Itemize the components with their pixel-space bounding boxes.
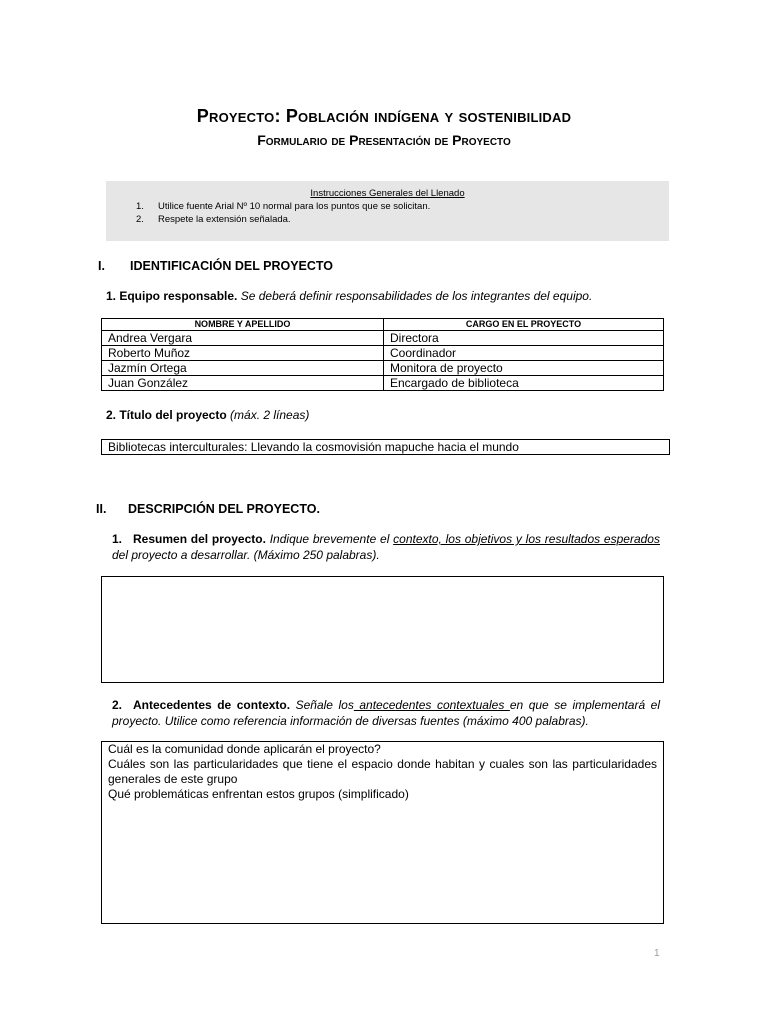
member-role[interactable]: Encargado de biblioteca xyxy=(384,376,664,391)
title-item xyxy=(106,408,309,422)
member-role[interactable]: Monitora de proyecto xyxy=(384,361,664,376)
instruction-item xyxy=(136,213,430,226)
team-item-label: 1. Equipo responsable. xyxy=(106,289,238,303)
table-row xyxy=(102,346,664,361)
member-name[interactable]: Andrea Vergara xyxy=(102,331,384,346)
table-row xyxy=(102,376,664,391)
context-text-b: en que se implementará el proyecto. Utilice como referencia información de diversas fuentes (máximo 400 palabras). xyxy=(112,698,661,728)
page-number: 1 xyxy=(654,948,660,959)
table-row xyxy=(102,331,664,346)
summary-item-label: Resumen del proyecto. xyxy=(133,532,266,546)
context-item-number: 2. xyxy=(112,698,123,712)
section-1-heading xyxy=(98,259,333,273)
instruction-number: 2. xyxy=(136,214,144,225)
member-role[interactable]: Coordinador xyxy=(384,346,664,361)
team-table xyxy=(101,318,664,391)
instruction-number: 1. xyxy=(136,201,144,212)
column-header-role: CARGO EN EL PROYECTO xyxy=(384,319,664,331)
member-name[interactable]: Roberto Muñoz xyxy=(102,346,384,361)
document-title: Proyecto: Población indígena y sostenibilidad xyxy=(196,106,572,126)
context-text-underlined: antecedentes contextuales xyxy=(353,698,510,712)
column-header-name: NOMBRE Y APELLIDO xyxy=(102,319,384,331)
table-header-row xyxy=(102,319,664,331)
section-1-title: IDENTIFICACIÓN DEL PROYECTO xyxy=(130,259,334,273)
context-field[interactable] xyxy=(101,741,664,924)
title-item-label: 2. Título del proyecto xyxy=(106,408,227,422)
table-row xyxy=(102,361,664,376)
section-2-number: II. xyxy=(96,502,107,516)
section-1-number: I. xyxy=(98,259,105,273)
instructions-box xyxy=(106,181,669,241)
document-subtitle: Formulario de Presentación de Proyecto xyxy=(257,132,511,148)
section-2-title: DESCRIPCIÓN DEL PROYECTO. xyxy=(128,502,320,516)
context-line: Cuáles son las particularidades que tiene el espacio donde habitan y cuales son las particularidades generales de este grupo xyxy=(108,757,657,786)
summary-item xyxy=(112,531,660,563)
team-item xyxy=(106,289,592,303)
summary-text-b: del proyecto a desarrollar. (Máximo 250 palabras). xyxy=(112,548,380,562)
summary-text-a: Indique brevemente el xyxy=(269,532,394,546)
context-text-a: Señale los xyxy=(295,698,354,712)
member-role[interactable]: Directora xyxy=(384,331,664,346)
member-name[interactable]: Jazmín Ortega xyxy=(102,361,384,376)
section-2-heading xyxy=(96,502,320,516)
title-item-note: (máx. 2 líneas) xyxy=(230,408,310,422)
instruction-text: Utilice fuente Arial Nº 10 normal para los puntos que se solicitan. xyxy=(158,201,431,212)
project-title-field[interactable]: Bibliotecas interculturales: Llevando la cosmovisión mapuche hacia el mundo xyxy=(101,439,670,455)
instruction-text: Respete la extensión señalada. xyxy=(158,214,291,225)
context-line: Cuál es la comunidad donde aplicarán el proyecto? xyxy=(108,742,381,756)
context-item xyxy=(112,697,660,729)
member-name[interactable]: Juan González xyxy=(102,376,384,391)
instructions-heading: Instrucciones Generales del Llenado xyxy=(310,188,465,199)
summary-text-underlined: contexto, los objetivos y los resultados esperados xyxy=(393,532,660,546)
context-item-label: Antecedentes de contexto. xyxy=(133,698,291,712)
summary-field[interactable] xyxy=(101,576,664,683)
instruction-item xyxy=(136,200,430,213)
context-line: Qué problemáticas enfrentan estos grupos (simplificado) xyxy=(108,787,409,801)
team-item-note: Se deberá definir responsabilidades de los integrantes del equipo. xyxy=(240,289,593,303)
summary-item-number: 1. xyxy=(112,532,123,546)
instructions-list xyxy=(136,200,430,226)
